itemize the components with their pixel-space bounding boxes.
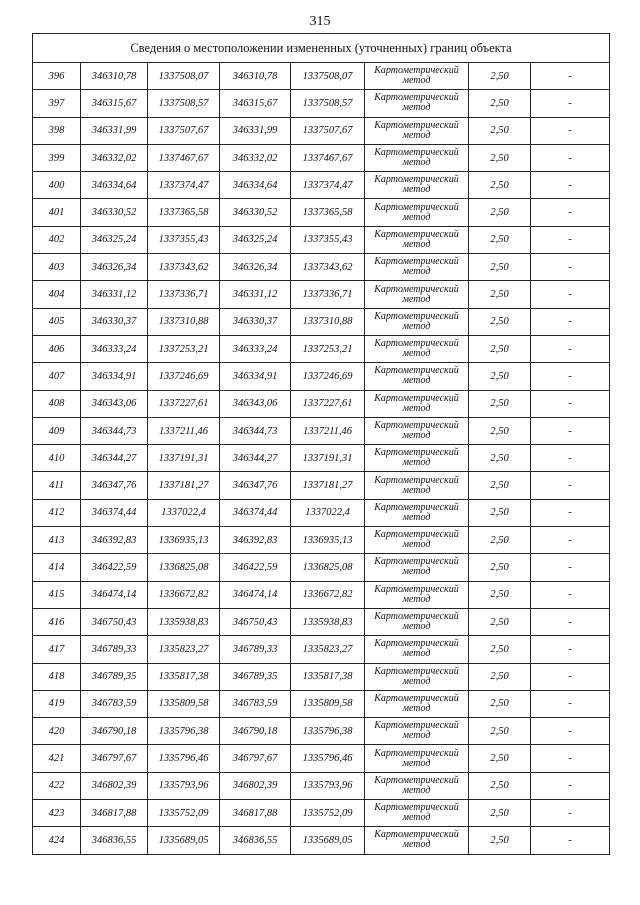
precision-cell: 2,50: [469, 308, 531, 335]
x-refined-cell: 346343,06: [220, 390, 291, 417]
y-refined-cell: 1335823,27: [291, 636, 365, 663]
note-cell: -: [531, 226, 610, 253]
note-cell: -: [531, 144, 610, 171]
x-refined-cell: 346330,37: [220, 308, 291, 335]
precision-cell: 2,50: [469, 390, 531, 417]
y-refined-cell: 1335796,46: [291, 745, 365, 772]
point-number-cell: 406: [33, 335, 81, 362]
y-refined-cell: 1337365,58: [291, 199, 365, 226]
table-row: [33, 772, 610, 799]
x-existing-cell: 346817,88: [81, 800, 148, 827]
x-existing-cell: 346344,73: [81, 417, 148, 444]
method-cell: Картометрический метод: [365, 718, 469, 745]
note-cell: -: [531, 445, 610, 472]
table-row: [33, 527, 610, 554]
precision-cell: 2,50: [469, 772, 531, 799]
y-existing-cell: 1337355,43: [148, 226, 220, 253]
x-existing-cell: 346783,59: [81, 690, 148, 717]
note-cell: -: [531, 499, 610, 526]
x-refined-cell: 346790,18: [220, 718, 291, 745]
x-existing-cell: 346332,02: [81, 144, 148, 171]
point-number-cell: 404: [33, 281, 81, 308]
method-cell: Картометрический метод: [365, 226, 469, 253]
y-existing-cell: 1335823,27: [148, 636, 220, 663]
x-existing-cell: 346802,39: [81, 772, 148, 799]
y-existing-cell: 1337343,62: [148, 254, 220, 281]
x-refined-cell: 346783,59: [220, 690, 291, 717]
point-number-cell: 417: [33, 636, 81, 663]
table-row: [33, 472, 610, 499]
x-existing-cell: 346326,34: [81, 254, 148, 281]
precision-cell: 2,50: [469, 226, 531, 253]
x-existing-cell: 346750,43: [81, 608, 148, 635]
y-refined-cell: 1335809,58: [291, 690, 365, 717]
page-number: 315: [309, 14, 331, 29]
y-existing-cell: 1335817,38: [148, 663, 220, 690]
method-cell: Картометрический метод: [365, 608, 469, 635]
y-refined-cell: 1335689,05: [291, 827, 365, 854]
y-refined-cell: 1337508,07: [291, 63, 365, 90]
x-existing-cell: 346325,24: [81, 226, 148, 253]
x-refined-cell: 346325,24: [220, 226, 291, 253]
method-cell: Картометрический метод: [365, 308, 469, 335]
method-cell: Картометрический метод: [365, 581, 469, 608]
y-refined-cell: 1335938,83: [291, 608, 365, 635]
x-refined-cell: 346331,12: [220, 281, 291, 308]
method-cell: Картометрический метод: [365, 144, 469, 171]
x-refined-cell: 346332,02: [220, 144, 291, 171]
y-refined-cell: 1335817,38: [291, 663, 365, 690]
x-refined-cell: 346344,27: [220, 445, 291, 472]
y-existing-cell: 1337227,61: [148, 390, 220, 417]
point-number-cell: 409: [33, 417, 81, 444]
y-refined-cell: 1336672,82: [291, 581, 365, 608]
y-existing-cell: 1335752,09: [148, 800, 220, 827]
x-refined-cell: 346750,43: [220, 608, 291, 635]
precision-cell: 2,50: [469, 254, 531, 281]
y-refined-cell: 1337253,21: [291, 335, 365, 362]
y-refined-cell: 1337227,61: [291, 390, 365, 417]
note-cell: -: [531, 254, 610, 281]
x-existing-cell: 346374,44: [81, 499, 148, 526]
precision-cell: 2,50: [469, 472, 531, 499]
method-cell: Картометрический метод: [365, 172, 469, 199]
table-row: [33, 63, 610, 90]
method-cell: Картометрический метод: [365, 745, 469, 772]
point-number-cell: 398: [33, 117, 81, 144]
method-cell: Картометрический метод: [365, 390, 469, 417]
y-existing-cell: 1336825,08: [148, 554, 220, 581]
y-existing-cell: 1337191,31: [148, 445, 220, 472]
y-refined-cell: 1337336,71: [291, 281, 365, 308]
x-existing-cell: 346334,91: [81, 363, 148, 390]
x-refined-cell: 346802,39: [220, 772, 291, 799]
table-row: [33, 827, 610, 854]
x-existing-cell: 346344,27: [81, 445, 148, 472]
table-row: [33, 363, 610, 390]
x-refined-cell: 346347,76: [220, 472, 291, 499]
y-refined-cell: 1337181,27: [291, 472, 365, 499]
y-existing-cell: 1335938,83: [148, 608, 220, 635]
y-existing-cell: 1337508,07: [148, 63, 220, 90]
table-row: [33, 417, 610, 444]
x-refined-cell: 346789,35: [220, 663, 291, 690]
note-cell: -: [531, 608, 610, 635]
precision-cell: 2,50: [469, 117, 531, 144]
y-existing-cell: 1337507,67: [148, 117, 220, 144]
table-body: [33, 63, 610, 855]
y-refined-cell: 1337508,57: [291, 90, 365, 117]
x-existing-cell: 346330,37: [81, 308, 148, 335]
point-number-cell: 422: [33, 772, 81, 799]
precision-cell: 2,50: [469, 363, 531, 390]
y-existing-cell: 1336672,82: [148, 581, 220, 608]
precision-cell: 2,50: [469, 718, 531, 745]
method-cell: Картометрический метод: [365, 417, 469, 444]
method-cell: Картометрический метод: [365, 90, 469, 117]
precision-cell: 2,50: [469, 199, 531, 226]
table-row: [33, 281, 610, 308]
table-row: [33, 663, 610, 690]
precision-cell: 2,50: [469, 499, 531, 526]
x-existing-cell: 346836,55: [81, 827, 148, 854]
x-existing-cell: 346331,99: [81, 117, 148, 144]
point-number-cell: 403: [33, 254, 81, 281]
note-cell: -: [531, 581, 610, 608]
table-row: [33, 800, 610, 827]
y-existing-cell: 1337022,4: [148, 499, 220, 526]
precision-cell: 2,50: [469, 144, 531, 171]
note-cell: -: [531, 363, 610, 390]
table-row: [33, 690, 610, 717]
y-existing-cell: 1337211,46: [148, 417, 220, 444]
x-existing-cell: 346422,59: [81, 554, 148, 581]
y-refined-cell: 1335752,09: [291, 800, 365, 827]
x-existing-cell: 346347,76: [81, 472, 148, 499]
x-existing-cell: 346334,64: [81, 172, 148, 199]
note-cell: -: [531, 472, 610, 499]
point-number-cell: 401: [33, 199, 81, 226]
point-number-cell: 423: [33, 800, 81, 827]
method-cell: Картометрический метод: [365, 445, 469, 472]
method-cell: Картометрический метод: [365, 363, 469, 390]
table-row: [33, 581, 610, 608]
y-refined-cell: 1335796,38: [291, 718, 365, 745]
y-existing-cell: 1337374,47: [148, 172, 220, 199]
y-refined-cell: 1337355,43: [291, 226, 365, 253]
method-cell: Картометрический метод: [365, 281, 469, 308]
precision-cell: 2,50: [469, 800, 531, 827]
precision-cell: 2,50: [469, 90, 531, 117]
x-refined-cell: 346326,34: [220, 254, 291, 281]
x-refined-cell: 346334,91: [220, 363, 291, 390]
point-number-cell: 400: [33, 172, 81, 199]
x-refined-cell: 346334,64: [220, 172, 291, 199]
x-existing-cell: 346315,67: [81, 90, 148, 117]
y-existing-cell: 1337467,67: [148, 144, 220, 171]
x-refined-cell: 346333,24: [220, 335, 291, 362]
x-existing-cell: 346789,35: [81, 663, 148, 690]
method-cell: Картометрический метод: [365, 663, 469, 690]
method-cell: Картометрический метод: [365, 827, 469, 854]
x-existing-cell: 346797,67: [81, 745, 148, 772]
y-existing-cell: 1337181,27: [148, 472, 220, 499]
method-cell: Картометрический метод: [365, 527, 469, 554]
y-existing-cell: 1337246,69: [148, 363, 220, 390]
precision-cell: 2,50: [469, 281, 531, 308]
y-existing-cell: 1335796,38: [148, 718, 220, 745]
point-number-cell: 397: [33, 90, 81, 117]
table-row: [33, 90, 610, 117]
y-refined-cell: 1337191,31: [291, 445, 365, 472]
y-refined-cell: 1336935,13: [291, 527, 365, 554]
note-cell: -: [531, 199, 610, 226]
table-row: [33, 254, 610, 281]
x-refined-cell: 346797,67: [220, 745, 291, 772]
point-number-cell: 399: [33, 144, 81, 171]
point-number-cell: 421: [33, 745, 81, 772]
x-refined-cell: 346817,88: [220, 800, 291, 827]
note-cell: -: [531, 745, 610, 772]
note-cell: -: [531, 90, 610, 117]
note-cell: -: [531, 63, 610, 90]
table-row: [33, 636, 610, 663]
y-existing-cell: 1336935,13: [148, 527, 220, 554]
x-existing-cell: 346331,12: [81, 281, 148, 308]
method-cell: Картометрический метод: [365, 117, 469, 144]
x-existing-cell: 346343,06: [81, 390, 148, 417]
table-row: [33, 144, 610, 171]
precision-cell: 2,50: [469, 172, 531, 199]
table-row: [33, 335, 610, 362]
precision-cell: 2,50: [469, 527, 531, 554]
point-number-cell: 412: [33, 499, 81, 526]
note-cell: -: [531, 718, 610, 745]
method-cell: Картометрический метод: [365, 254, 469, 281]
x-refined-cell: 346331,99: [220, 117, 291, 144]
table-header-row: [33, 34, 610, 63]
x-refined-cell: 346789,33: [220, 636, 291, 663]
y-refined-cell: 1335793,96: [291, 772, 365, 799]
precision-cell: 2,50: [469, 63, 531, 90]
y-existing-cell: 1337365,58: [148, 199, 220, 226]
point-number-cell: 413: [33, 527, 81, 554]
x-existing-cell: 346310,78: [81, 63, 148, 90]
table-row: [33, 445, 610, 472]
method-cell: Картометрический метод: [365, 690, 469, 717]
precision-cell: 2,50: [469, 745, 531, 772]
x-existing-cell: 346330,52: [81, 199, 148, 226]
method-cell: Картометрический метод: [365, 636, 469, 663]
point-number-cell: 411: [33, 472, 81, 499]
note-cell: -: [531, 308, 610, 335]
precision-cell: 2,50: [469, 636, 531, 663]
y-existing-cell: 1335689,05: [148, 827, 220, 854]
x-refined-cell: 346474,14: [220, 581, 291, 608]
point-number-cell: 407: [33, 363, 81, 390]
x-refined-cell: 346344,73: [220, 417, 291, 444]
table-title: Сведения о местоположении измененных (уточненных) границ объекта: [33, 34, 610, 63]
point-number-cell: 416: [33, 608, 81, 635]
precision-cell: 2,50: [469, 608, 531, 635]
note-cell: -: [531, 172, 610, 199]
note-cell: -: [531, 117, 610, 144]
point-number-cell: 415: [33, 581, 81, 608]
y-refined-cell: 1336825,08: [291, 554, 365, 581]
x-refined-cell: 346392,83: [220, 527, 291, 554]
x-existing-cell: 346333,24: [81, 335, 148, 362]
table-row: [33, 390, 610, 417]
y-refined-cell: 1337246,69: [291, 363, 365, 390]
y-existing-cell: 1337336,71: [148, 281, 220, 308]
table-row: [33, 172, 610, 199]
point-number-cell: 418: [33, 663, 81, 690]
point-number-cell: 396: [33, 63, 81, 90]
method-cell: Картометрический метод: [365, 800, 469, 827]
y-refined-cell: 1337374,47: [291, 172, 365, 199]
note-cell: -: [531, 390, 610, 417]
point-number-cell: 405: [33, 308, 81, 335]
x-refined-cell: 346315,67: [220, 90, 291, 117]
y-existing-cell: 1335793,96: [148, 772, 220, 799]
precision-cell: 2,50: [469, 827, 531, 854]
y-existing-cell: 1337310,88: [148, 308, 220, 335]
y-refined-cell: 1337467,67: [291, 144, 365, 171]
precision-cell: 2,50: [469, 554, 531, 581]
table-row: [33, 608, 610, 635]
precision-cell: 2,50: [469, 335, 531, 362]
point-number-cell: 410: [33, 445, 81, 472]
point-number-cell: 408: [33, 390, 81, 417]
method-cell: Картометрический метод: [365, 63, 469, 90]
x-existing-cell: 346789,33: [81, 636, 148, 663]
method-cell: Картометрический метод: [365, 199, 469, 226]
note-cell: -: [531, 772, 610, 799]
method-cell: Картометрический метод: [365, 472, 469, 499]
point-number-cell: 402: [33, 226, 81, 253]
x-existing-cell: 346474,14: [81, 581, 148, 608]
y-refined-cell: 1337310,88: [291, 308, 365, 335]
x-refined-cell: 346330,52: [220, 199, 291, 226]
note-cell: -: [531, 636, 610, 663]
method-cell: Картометрический метод: [365, 335, 469, 362]
table-row: [33, 554, 610, 581]
x-existing-cell: 346790,18: [81, 718, 148, 745]
x-refined-cell: 346836,55: [220, 827, 291, 854]
x-existing-cell: 346392,83: [81, 527, 148, 554]
x-refined-cell: 346310,78: [220, 63, 291, 90]
x-refined-cell: 346374,44: [220, 499, 291, 526]
note-cell: -: [531, 281, 610, 308]
precision-cell: 2,50: [469, 445, 531, 472]
y-existing-cell: 1337508,57: [148, 90, 220, 117]
precision-cell: 2,50: [469, 663, 531, 690]
method-cell: Картометрический метод: [365, 499, 469, 526]
table-row: [33, 718, 610, 745]
note-cell: -: [531, 527, 610, 554]
note-cell: -: [531, 335, 610, 362]
note-cell: -: [531, 690, 610, 717]
precision-cell: 2,50: [469, 581, 531, 608]
point-number-cell: 424: [33, 827, 81, 854]
method-cell: Картометрический метод: [365, 554, 469, 581]
y-refined-cell: 1337507,67: [291, 117, 365, 144]
table-row: [33, 226, 610, 253]
note-cell: -: [531, 827, 610, 854]
table-row: [33, 117, 610, 144]
note-cell: -: [531, 800, 610, 827]
point-number-cell: 419: [33, 690, 81, 717]
coordinates-table: [32, 33, 610, 855]
table-row: [33, 499, 610, 526]
table-row: [33, 745, 610, 772]
y-existing-cell: 1335809,58: [148, 690, 220, 717]
x-refined-cell: 346422,59: [220, 554, 291, 581]
table-row: [33, 199, 610, 226]
y-refined-cell: 1337211,46: [291, 417, 365, 444]
point-number-cell: 414: [33, 554, 81, 581]
method-cell: Картометрический метод: [365, 772, 469, 799]
note-cell: -: [531, 554, 610, 581]
y-refined-cell: 1337022,4: [291, 499, 365, 526]
precision-cell: 2,50: [469, 690, 531, 717]
y-refined-cell: 1337343,62: [291, 254, 365, 281]
point-number-cell: 420: [33, 718, 81, 745]
note-cell: -: [531, 417, 610, 444]
y-existing-cell: 1335796,46: [148, 745, 220, 772]
precision-cell: 2,50: [469, 417, 531, 444]
note-cell: -: [531, 663, 610, 690]
table-row: [33, 308, 610, 335]
y-existing-cell: 1337253,21: [148, 335, 220, 362]
